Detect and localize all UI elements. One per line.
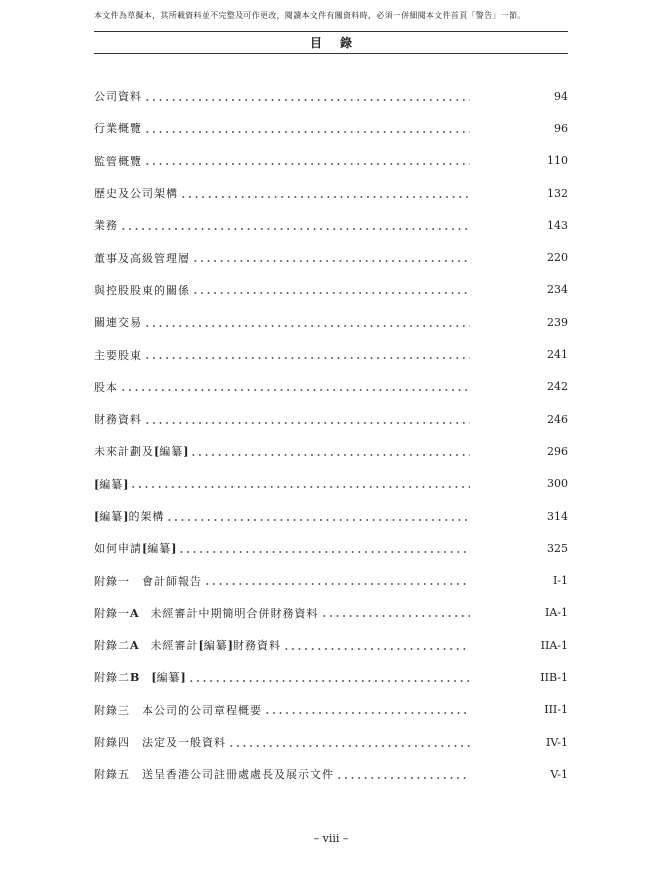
toc-entry-page: 132 bbox=[547, 186, 568, 200]
toc-entry[interactable] bbox=[94, 468, 568, 500]
toc-leader-dots bbox=[144, 422, 470, 424]
toc-entry-page: 242 bbox=[547, 380, 568, 394]
draft-disclaimer: 本文件為草擬本，其所載資料並不完整及可作更改，閱讀本文件有關資料時，必須一併細閱本文件首頁「警告」一節。 bbox=[94, 11, 526, 20]
toc-entry-label: 附錄二B [編纂] bbox=[94, 671, 186, 685]
toc-entry-label: 業務 bbox=[94, 219, 118, 233]
toc-leader-dots bbox=[190, 454, 470, 456]
toc-entry-label: 財務資料 bbox=[94, 413, 142, 427]
toc-leader-dots bbox=[228, 745, 470, 747]
toc-entry[interactable] bbox=[94, 274, 568, 306]
toc-entry[interactable] bbox=[94, 661, 568, 693]
toc-entry-label: 未來計劃及[編纂] bbox=[94, 445, 189, 459]
toc-leader-dots bbox=[144, 99, 470, 101]
toc-entry-page: IV-1 bbox=[546, 735, 568, 749]
toc-entry-page: 241 bbox=[547, 348, 568, 362]
toc-entry-page: IA-1 bbox=[544, 606, 568, 620]
toc-entry[interactable] bbox=[94, 694, 568, 726]
toc-entry-page: 96 bbox=[554, 121, 568, 135]
toc-entry[interactable] bbox=[94, 80, 568, 112]
toc-entry-page: 314 bbox=[547, 509, 568, 523]
toc-leader-dots bbox=[264, 712, 470, 714]
toc-entry-label: [編纂] bbox=[94, 477, 129, 491]
toc-entry[interactable] bbox=[94, 564, 568, 596]
table-of-contents bbox=[94, 80, 568, 791]
toc-entry-page: III-1 bbox=[544, 703, 568, 717]
toc-entry-page: 94 bbox=[554, 89, 568, 103]
toc-entry[interactable] bbox=[94, 145, 568, 177]
toc-entry-page: 234 bbox=[547, 283, 568, 297]
toc-entry[interactable] bbox=[94, 371, 568, 403]
toc-entry-label: 股本 bbox=[94, 380, 118, 394]
toc-entry-label: 附錄一 會計師報告 bbox=[94, 574, 202, 588]
toc-entry[interactable] bbox=[94, 403, 568, 435]
toc-leader-dots bbox=[144, 357, 470, 359]
toc-entry-label: 附錄五 送呈香港公司註冊處處長及展示文件 bbox=[94, 768, 334, 782]
toc-entry[interactable] bbox=[94, 435, 568, 467]
toc-leader-dots bbox=[166, 519, 470, 521]
toc-entry-label: 附錄四 法定及一般資料 bbox=[94, 736, 226, 750]
toc-leader-dots bbox=[180, 196, 470, 198]
toc-entry-page: 143 bbox=[547, 218, 568, 232]
toc-entry[interactable] bbox=[94, 629, 568, 661]
page-number: – viii – bbox=[313, 832, 349, 845]
toc-leader-dots bbox=[283, 648, 470, 650]
toc-entry-label: 董事及高級管理層 bbox=[94, 251, 190, 265]
page-title: 目錄 bbox=[309, 36, 370, 50]
toc-entry-label: 行業概覽 bbox=[94, 122, 142, 136]
toc-entry-label: 附錄二A 未經審計[編纂]財務資料 bbox=[94, 639, 281, 653]
toc-entry-page: 239 bbox=[547, 315, 568, 329]
toc-entry[interactable] bbox=[94, 758, 568, 790]
toc-entry-label: 監管概覽 bbox=[94, 154, 142, 168]
toc-entry[interactable] bbox=[94, 500, 568, 532]
header-rule-top bbox=[94, 31, 568, 32]
toc-entry-label: 附錄三 本公司的公司章程概要 bbox=[94, 703, 262, 717]
toc-leader-dots bbox=[144, 163, 470, 165]
toc-leader-dots bbox=[321, 615, 470, 617]
toc-leader-dots bbox=[188, 680, 470, 682]
toc-entry-page: 296 bbox=[547, 444, 568, 458]
toc-leader-dots bbox=[130, 486, 470, 488]
toc-entry[interactable] bbox=[94, 241, 568, 273]
toc-leader-dots bbox=[178, 551, 470, 553]
toc-leader-dots bbox=[336, 777, 470, 779]
toc-entry[interactable] bbox=[94, 597, 568, 629]
header-rule-bottom bbox=[94, 53, 568, 54]
toc-entry-page: 220 bbox=[547, 251, 568, 265]
toc-entry[interactable] bbox=[94, 306, 568, 338]
toc-leader-dots bbox=[120, 228, 470, 230]
toc-entry-page: 300 bbox=[547, 477, 568, 491]
toc-entry[interactable] bbox=[94, 338, 568, 370]
toc-leader-dots bbox=[192, 292, 470, 294]
toc-entry-label: 主要股東 bbox=[94, 348, 142, 362]
toc-entry[interactable] bbox=[94, 112, 568, 144]
toc-leader-dots bbox=[204, 583, 470, 585]
toc-entry[interactable] bbox=[94, 177, 568, 209]
toc-entry-label: 歷史及公司架構 bbox=[94, 187, 178, 201]
toc-entry-page: IIB-1 bbox=[540, 670, 568, 684]
toc-leader-dots bbox=[144, 325, 470, 327]
toc-entry-page: I-1 bbox=[552, 574, 568, 588]
toc-entry-page: IIA-1 bbox=[540, 638, 568, 652]
toc-entry-page: 246 bbox=[547, 412, 568, 426]
toc-entry-page: 110 bbox=[547, 154, 568, 168]
toc-entry[interactable] bbox=[94, 532, 568, 564]
toc-entry-label: 與控股股東的關係 bbox=[94, 283, 190, 297]
toc-entry[interactable] bbox=[94, 209, 568, 241]
toc-leader-dots bbox=[144, 131, 470, 133]
toc-entry-label: 如何申請[編纂] bbox=[94, 542, 177, 556]
toc-leader-dots bbox=[120, 389, 470, 391]
toc-entry-label: 公司資料 bbox=[94, 90, 142, 104]
toc-leader-dots bbox=[192, 260, 470, 262]
toc-entry[interactable] bbox=[94, 726, 568, 758]
toc-entry-page: V-1 bbox=[550, 767, 568, 781]
toc-entry-label: [編纂]的架構 bbox=[94, 510, 165, 523]
toc-entry-label: 關連交易 bbox=[94, 316, 142, 330]
toc-entry-page: 325 bbox=[547, 541, 568, 555]
toc-entry-label: 附錄一A 未經審計中期簡明合併財務資料 bbox=[94, 606, 319, 620]
